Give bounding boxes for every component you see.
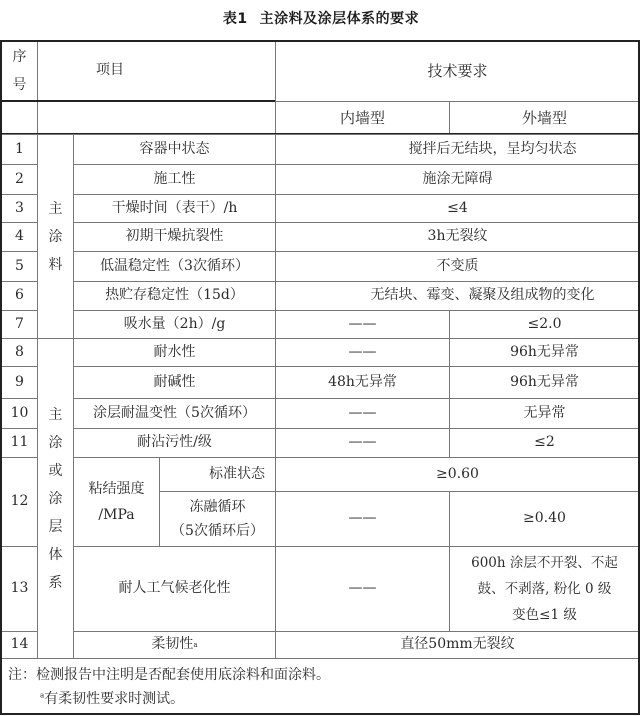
row-exterior: ≤2.0 bbox=[527, 315, 562, 332]
row-item: 耐碱性 bbox=[153, 373, 196, 390]
row-10-no bbox=[1, 398, 37, 428]
row-exterior: 无异常 bbox=[523, 404, 566, 421]
row-req: 不变质 bbox=[436, 257, 479, 274]
row-interior: 48h无异常 bbox=[328, 373, 397, 390]
note-line-1 bbox=[8, 664, 330, 684]
row-exterior-line: 变色≤1 级 bbox=[512, 607, 577, 623]
group-char: 或 bbox=[48, 462, 63, 479]
row-8-no bbox=[1, 338, 37, 366]
row-exterior-line: 600h 涂层不开裂、不起 bbox=[471, 555, 618, 571]
row-12-sub1-label bbox=[159, 457, 275, 491]
row-7-no bbox=[1, 310, 37, 338]
row-8-exterior bbox=[449, 338, 639, 366]
footnote-marker: a bbox=[40, 691, 45, 700]
row-exterior-line: 鼓、不剥落, 粉化 0 级 bbox=[477, 581, 612, 597]
row-no: 5 bbox=[15, 257, 24, 274]
row-no: 10 bbox=[10, 404, 29, 421]
row-interior: —— bbox=[348, 404, 377, 421]
header-interior bbox=[275, 101, 449, 134]
row-3-req bbox=[275, 194, 639, 222]
sub-label: 标准状态 bbox=[209, 465, 265, 482]
group-char: 涂 bbox=[48, 434, 63, 451]
row-no: 6 bbox=[15, 287, 24, 304]
row-item-unit: /MPa bbox=[98, 507, 135, 523]
row-no: 1 bbox=[15, 140, 24, 157]
row-no: 2 bbox=[15, 170, 24, 187]
header-tech bbox=[275, 40, 639, 101]
table-title bbox=[0, 8, 642, 28]
row-item: 耐沾污性/级 bbox=[137, 434, 212, 451]
row-12-sub2-interior bbox=[275, 491, 449, 546]
row-no: 3 bbox=[15, 199, 24, 216]
header-seq-char: 号 bbox=[12, 77, 27, 93]
row-14-no bbox=[1, 631, 37, 658]
row-7-interior bbox=[275, 310, 449, 338]
row-13-item bbox=[73, 546, 275, 631]
note-text: 注：检测报告中注明是否配套使用底涂料和面涂料。 bbox=[8, 667, 330, 683]
row-interior: —— bbox=[348, 434, 377, 451]
header-exterior-label: 外墙型 bbox=[521, 108, 567, 127]
row-req: ≥0.60 bbox=[436, 465, 479, 482]
row-exterior: 96h无异常 bbox=[510, 373, 579, 390]
row-11-interior bbox=[275, 428, 449, 457]
row-6-item bbox=[73, 281, 275, 310]
note-line-2 bbox=[40, 688, 184, 708]
row-13-interior bbox=[275, 546, 449, 631]
row-7-exterior bbox=[449, 310, 639, 338]
row-exterior: ≥0.40 bbox=[523, 510, 566, 527]
row-7-item bbox=[73, 310, 275, 338]
row-6-no bbox=[1, 281, 37, 310]
row-13-no bbox=[1, 546, 37, 631]
row-item: 施工性 bbox=[153, 170, 196, 187]
header-tech-label: 技术要求 bbox=[427, 61, 488, 80]
header-seq bbox=[1, 40, 37, 101]
row-13-exterior bbox=[449, 546, 639, 631]
sub-label-2: （5次循环后） bbox=[171, 523, 264, 539]
header-seq-char: 序 bbox=[12, 49, 27, 65]
row-5-req bbox=[275, 251, 639, 281]
row-item: 吸水量（2h）/g bbox=[123, 315, 226, 332]
group-char: 涂 bbox=[48, 228, 63, 245]
row-interior: —— bbox=[348, 315, 377, 332]
header-item bbox=[37, 40, 275, 101]
row-exterior: 96h无异常 bbox=[510, 343, 579, 360]
row-item: 耐水性 bbox=[153, 343, 196, 360]
row-no: 9 bbox=[15, 373, 24, 390]
table-number: 表1 bbox=[222, 11, 248, 27]
row-11-no bbox=[1, 428, 37, 457]
row-req: 3h无裂纹 bbox=[427, 228, 488, 245]
row-4-req bbox=[275, 222, 639, 251]
row-9-interior bbox=[275, 366, 449, 398]
note-text: 有柔韧性要求时测试。 bbox=[44, 691, 185, 707]
row-5-item bbox=[73, 251, 275, 281]
row-2-item bbox=[73, 164, 275, 194]
row-no: 11 bbox=[10, 434, 29, 451]
row-12-item bbox=[73, 457, 159, 546]
row-4-no bbox=[1, 222, 37, 251]
row-1-req bbox=[275, 134, 639, 164]
row-req: ≤4 bbox=[447, 199, 468, 216]
row-no: 12 bbox=[10, 493, 29, 510]
group-char: 主 bbox=[48, 406, 63, 423]
row-item: 低温稳定性（3次循环） bbox=[100, 257, 249, 274]
header-item-label: 项目 bbox=[96, 62, 124, 79]
header-divider bbox=[1, 100, 275, 102]
group-coating-system bbox=[37, 338, 73, 658]
group-char: 涂 bbox=[48, 490, 63, 507]
row-8-interior bbox=[275, 338, 449, 366]
row-item: 干燥时间（表干）/h bbox=[111, 199, 238, 216]
row-12-sub2-exterior bbox=[449, 491, 639, 546]
group-char: 系 bbox=[48, 574, 63, 591]
row-item: 涂层耐温变性（5次循环） bbox=[93, 404, 256, 421]
row-10-item bbox=[73, 398, 275, 428]
row-1-no bbox=[1, 134, 37, 164]
row-1-item bbox=[73, 134, 275, 164]
row-no: 4 bbox=[15, 228, 24, 245]
group-char: 体 bbox=[48, 546, 63, 563]
row-exterior: ≤2 bbox=[534, 434, 555, 451]
row-9-item bbox=[73, 366, 275, 398]
row-req: 无结块、霉变、凝聚及组成物的变化 bbox=[370, 287, 595, 304]
row-interior: —— bbox=[348, 580, 377, 597]
row-12-sub1-req bbox=[275, 457, 639, 491]
header-exterior bbox=[449, 101, 639, 134]
row-11-item bbox=[73, 428, 275, 457]
row-10-exterior bbox=[449, 398, 639, 428]
sub-label: 冻融循环 bbox=[189, 499, 246, 515]
row-item: 粘结强度 bbox=[88, 481, 145, 497]
row-no: 13 bbox=[10, 580, 29, 597]
row-6-req bbox=[275, 281, 639, 310]
row-9-no bbox=[1, 366, 37, 398]
row-item: 初期干燥抗裂性 bbox=[125, 228, 224, 245]
row-12-no bbox=[1, 457, 37, 546]
row-req: 直径50mm无裂纹 bbox=[400, 636, 515, 653]
table-caption: 主涂料及涂层体系的要求 bbox=[259, 11, 420, 27]
row-item: 耐人工气候老化性 bbox=[118, 580, 231, 597]
header-interior-label: 内墙型 bbox=[339, 108, 385, 127]
row-9-exterior bbox=[449, 366, 639, 398]
row-item: 热贮存稳定性（15d） bbox=[105, 287, 244, 304]
row-no: 8 bbox=[15, 343, 24, 360]
row-14-req bbox=[275, 631, 639, 658]
header-empty-seq bbox=[1, 101, 37, 134]
row-8-item bbox=[73, 338, 275, 366]
row-10-interior bbox=[275, 398, 449, 428]
row-item: 容器中状态 bbox=[139, 140, 210, 157]
row-14-item bbox=[73, 631, 275, 658]
header-empty-item bbox=[37, 101, 275, 134]
row-req: 施涂无障碍 bbox=[422, 170, 493, 187]
group-main-coating bbox=[37, 134, 73, 338]
row-3-item bbox=[73, 194, 275, 222]
row-2-req bbox=[275, 164, 639, 194]
row-11-exterior bbox=[449, 428, 639, 457]
footnote-marker: a bbox=[193, 640, 198, 649]
row-5-no bbox=[1, 251, 37, 281]
row-interior: —— bbox=[348, 510, 377, 527]
row-2-no bbox=[1, 164, 37, 194]
row-12-sub2-label bbox=[159, 491, 275, 546]
row-3-no bbox=[1, 194, 37, 222]
group-char: 层 bbox=[48, 518, 63, 535]
row-no: 14 bbox=[10, 636, 29, 653]
row-req: 搅拌后无结块，呈均匀状态 bbox=[408, 140, 577, 157]
row-interior: —— bbox=[348, 343, 377, 360]
row-4-item bbox=[73, 222, 275, 251]
row-no: 7 bbox=[15, 315, 24, 332]
group-char: 主 bbox=[48, 200, 63, 217]
row-item: 柔韧性 bbox=[151, 636, 194, 653]
group-char: 料 bbox=[48, 256, 63, 273]
